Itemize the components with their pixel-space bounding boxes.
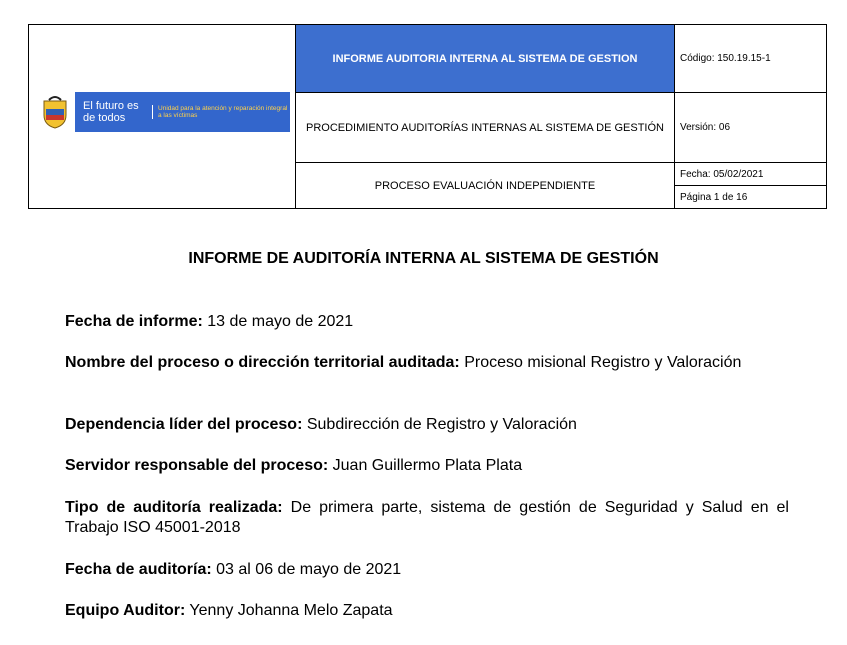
page-number: Página 1 de 16 [680,191,748,203]
field-value: 13 de mayo de 2021 [207,313,354,330]
field-label: Tipo de auditoría realizada: [65,499,283,516]
field-value: 03 al 06 de mayo de 2021 [216,561,402,578]
document-title: INFORME DE AUDITORÍA INTERNA AL SISTEMA DE GESTIÓN [188,250,659,267]
document-version: Versión: 06 [675,93,827,163]
field-audit-type [65,498,789,538]
logo-banner-blue [75,92,290,132]
field-value: Yenny Johanna Melo Zapata [189,602,393,619]
logo-sub-text: Unidad para la atención y reparación integral a las víctimas [152,105,290,119]
document-code: Código: 150.19.15-1 [675,25,827,93]
report-header-title: INFORME AUDITORIA INTERNA AL SISTEMA DE GESTION [296,25,675,93]
field-value: Proceso misional Registro y Valoración [464,354,742,371]
coat-of-arms-icon [35,91,75,133]
field-value: Subdirección de Registro y Valoración [306,416,577,433]
field-label: Dependencia líder del proceso: [65,416,303,433]
field-label: Servidor responsable del proceso: [65,457,329,474]
field-lead-unit [65,415,789,435]
logo-cell [29,25,296,209]
field-report-date [65,312,789,332]
field-audit-date [65,560,789,580]
document-header-table [28,24,827,209]
field-audited-process [65,353,789,373]
field-audit-team [65,601,789,621]
field-value: De primera parte, sistema de gestión de Seguridad y Salud en el Trabajo ISO 45001-2018 [65,499,789,536]
procedure-name: PROCEDIMIENTO AUDITORÍAS INTERNAS AL SISTEMA DE GESTIÓN [296,93,675,163]
institution-logo [35,91,290,133]
field-label: Equipo Auditor: [65,602,186,619]
date-page-cell [675,163,827,209]
field-label: Nombre del proceso o dirección territorial auditada: [65,354,460,371]
field-label: Fecha de informe: [65,313,203,330]
field-label: Fecha de auditoría: [65,561,212,578]
field-responsible-official [65,456,789,476]
document-date: Fecha: 05/02/2021 [675,163,826,186]
process-name: PROCESO EVALUACIÓN INDEPENDIENTE [296,163,675,209]
field-value: Juan Guillermo Plata Plata [332,457,523,474]
logo-main-text: El futuro es de todos [83,100,139,124]
